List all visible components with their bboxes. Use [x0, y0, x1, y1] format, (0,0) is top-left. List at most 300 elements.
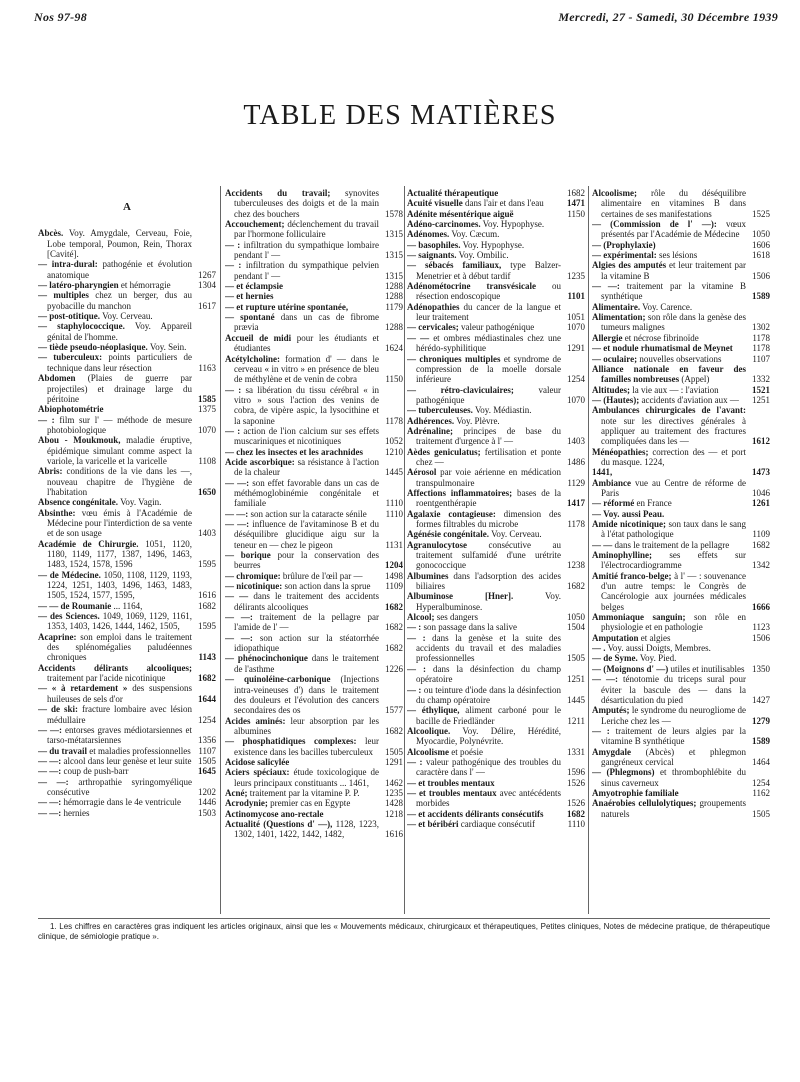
entry-detail: infiltration du sympathique lombaire pendant l' —: [234, 239, 380, 261]
index-entry: [407, 209, 585, 219]
entry-page-number: 1050: [567, 612, 585, 623]
entry-detail: cardiaque consécutif: [460, 818, 535, 829]
entry-page-number: 1178: [752, 332, 770, 343]
index-entry: [38, 259, 216, 280]
index-entry: [592, 788, 770, 798]
index-entry: [225, 819, 403, 840]
entry-term: — —:: [592, 674, 618, 685]
entry-page-number: 1315: [385, 229, 403, 240]
entry-detail: et poésie: [451, 746, 483, 757]
entry-detail: et nécrose fibrinoïde: [624, 332, 699, 343]
entry-page-number: 1503: [198, 807, 216, 818]
entry-page-number: 1150: [567, 208, 585, 219]
entry-term: Abou - Moukmouk,: [38, 435, 121, 446]
entry-term: — éthylique,: [407, 705, 460, 716]
index-entry: [225, 612, 403, 633]
entry-detail: traitement par la vitamine B synthétique: [601, 281, 747, 302]
entry-page-number: 1606: [752, 239, 770, 250]
entry-term: Aèdes geniculatus;: [407, 446, 481, 457]
entry-term: Amputés;: [592, 705, 630, 716]
entry-page-number: 1505: [567, 653, 585, 664]
entry-term: Acné;: [225, 787, 248, 798]
index-entry: [592, 219, 770, 240]
entry-page-number: 1464: [752, 756, 770, 767]
entry-page-number: 1504: [567, 622, 585, 633]
index-entry: [407, 385, 585, 406]
index-entry: [407, 809, 585, 819]
entry-page-number: 1178: [752, 343, 770, 354]
entry-term: Acidose salicylée: [225, 756, 290, 767]
index-entry: [225, 312, 403, 333]
entry-detail: fertilisation et ponte chez —: [416, 446, 562, 467]
index-entry: [38, 756, 216, 766]
entry-term: — chez les insectes et les arachnides: [225, 446, 363, 457]
entry-detail: ses effets sur l'électrocardiogramme: [601, 550, 746, 571]
entry-term: Agalaxie contagieuse:: [407, 508, 496, 519]
entry-page-number: 1107: [198, 745, 216, 756]
index-entry: [592, 767, 770, 788]
entry-page-number: 1226: [385, 663, 403, 674]
index-entry: [225, 447, 403, 457]
index-entry: [592, 240, 770, 250]
entry-detail: nouvelles observations: [639, 353, 722, 364]
entry-page-number: 1052: [385, 436, 403, 447]
entry-term: — multiples: [38, 290, 89, 301]
entry-detail: (Abcès) et phlegmon gangréneux cervical: [601, 746, 746, 767]
entry-detail: par voie aérienne en médication transpulmonaire: [416, 467, 561, 488]
entry-page-number: 1304: [198, 280, 216, 291]
entry-detail: Voy. Plèvre.: [456, 415, 500, 426]
entry-detail: film sur l' — méthode de mesure photobiologique: [47, 414, 192, 435]
index-entry: [592, 664, 770, 674]
footnote-rule: [38, 918, 770, 919]
entry-term: — et nodule rhumatismal de Meynet: [592, 343, 733, 354]
entry-detail: (Appel): [681, 374, 710, 385]
entry-detail: et thrombophlébite du sinus caverneux: [601, 767, 747, 788]
index-entry: [592, 364, 770, 385]
index-entry: [38, 611, 216, 632]
entry-page-number: 1291: [385, 756, 403, 767]
index-entry: [38, 808, 216, 818]
entry-detail: brûlure de l'œil par —: [282, 570, 363, 581]
entry-detail: arthropathie syringomyélique consécutive: [47, 776, 192, 797]
entry-page-number: 1331: [567, 746, 585, 757]
entry-detail: traitement par l'acide nicotinique: [47, 673, 166, 684]
index-entry: [592, 540, 770, 550]
entry-term: Adénomes.: [407, 229, 450, 240]
entry-detail: Voy. Amygdale, Cerveau, Foie, Lobe temporal, Poumon, Rein, Thorax [Cavité].: [47, 228, 193, 260]
index-entry: [592, 395, 770, 405]
entry-detail: Voy. Appareil génital de l'homme.: [47, 321, 192, 342]
entry-page-number: 1521: [752, 384, 770, 395]
index-entry: [592, 674, 770, 705]
entry-term: — —: [225, 591, 249, 602]
entry-term: Alimentaire.: [592, 301, 641, 312]
entry-detail: fracture lombaire avec lésion médullaire: [47, 704, 193, 725]
entry-term: Adénométocrine transvésicale: [407, 281, 536, 292]
entry-page-number: 1506: [752, 270, 770, 281]
index-entry: [38, 570, 216, 601]
index-entry: [225, 457, 403, 478]
entry-term: — —:: [38, 807, 62, 818]
entry-page-number: 1650: [198, 486, 216, 497]
entry-page-number: 1471: [567, 198, 585, 209]
entry-term: Albuminose [Hner].: [407, 591, 514, 602]
index-entry: [38, 352, 216, 373]
entry-page-number: 1291: [567, 343, 585, 354]
entry-term: Accouchement;: [225, 219, 285, 230]
entry-detail: son rôle dans la genèse des tumeurs malignes: [601, 312, 746, 333]
index-entry: [225, 519, 403, 550]
entry-term: — du travail: [38, 745, 88, 756]
index-entry: [225, 674, 403, 715]
entry-page-number: 1123: [752, 622, 770, 633]
index-entry: [38, 321, 216, 342]
index-entry: [225, 219, 403, 240]
index-entry: [407, 819, 585, 829]
entry-term: Albumines: [407, 570, 449, 581]
entry-detail: sa résistance à l'action de la chaleur: [234, 456, 379, 478]
entry-term: Alcoolisme: [407, 746, 449, 757]
index-entry: [225, 798, 403, 808]
index-entry: [407, 664, 585, 685]
entry-detail: Voy. Carence.: [642, 301, 693, 312]
entry-detail: Voy. Cæcum.: [451, 229, 500, 240]
entry-term: — latéro-pharyngien: [38, 280, 119, 291]
entry-term: — :: [38, 414, 55, 425]
entry-page-number: 1179: [385, 301, 403, 312]
index-entry: [407, 302, 585, 323]
entry-detail: synovites tuberculeuses des doigts et de la main chez des bouchers: [234, 188, 380, 219]
entry-page-number: 1162: [752, 787, 770, 798]
entry-page-number: 1445: [385, 467, 403, 478]
entry-page-number: 1595: [198, 621, 216, 632]
entry-term: Agranulocytose: [407, 539, 467, 550]
entry-detail: à l' — : souvenance d'un autre temps: le Congrès de Cancérologie aux journées médicales belges: [601, 570, 746, 612]
entry-term: Ambiance: [592, 477, 631, 488]
entry-detail: 1049, 1069, 1129, 1161, 1353, 1403, 1426, 1444, 1462, 1505,: [47, 611, 192, 632]
entry-detail: valeur pathogénique: [460, 322, 535, 333]
index-entry: [38, 683, 216, 704]
entry-detail: alcool dans leur genèse et leur suite: [63, 755, 192, 766]
entry-detail: traitement de leurs algies par la vitamine B synthétique: [601, 725, 747, 747]
entry-term: Acides aminés:: [225, 715, 286, 726]
entry-page-number: 1279: [752, 715, 770, 726]
entry-page-number: 1682: [752, 539, 770, 550]
index-entry: [38, 746, 216, 756]
entry-page-number: 1251: [752, 394, 770, 405]
entry-term: Abiophotométrie: [38, 404, 104, 415]
entry-page-number: 1235: [385, 787, 403, 798]
entry-detail: pour la conservation des beurres: [234, 550, 379, 571]
entry-page-number: 1505: [752, 808, 770, 819]
entry-detail: dans la désinfection du champ opératoire: [416, 663, 562, 685]
entry-term: — expérimental:: [592, 250, 657, 261]
entry-term: Affections inflammatoires;: [407, 487, 513, 498]
entry-term: Adénopathies: [407, 301, 460, 312]
entry-page-number: 1589: [752, 291, 770, 302]
entry-detail: Voy. aussi Doigts, Membres.: [607, 643, 711, 654]
entry-detail: 1050, 1108, 1129, 1193, 1224, 1251, 1403, 1496, 1463, 1483, 1505, 1524, 1577, 1595,: [47, 569, 193, 601]
index-entry: [407, 229, 585, 239]
index-entry: [407, 633, 585, 664]
entry-detail: dans le traitement de la pellagre: [614, 539, 730, 550]
index-entry: [225, 809, 403, 819]
entry-detail: ou teinture d'iode dans la désinfection du champ opératoire: [416, 684, 562, 705]
index-entry: [38, 508, 216, 539]
entry-page-number: 1302: [752, 322, 770, 333]
entry-term: — —:: [38, 766, 62, 777]
index-entry: [225, 478, 403, 509]
entry-term: Absinthe:: [38, 507, 76, 518]
index-entry: [592, 188, 770, 219]
index-entry: [407, 467, 585, 488]
entry-term: Alcoolique.: [407, 725, 451, 736]
entry-page-number: 1682: [198, 673, 216, 684]
entry-detail: type Balzer-Menetrier et à début tardif: [416, 260, 562, 281]
entry-term: Accidents délirants alcooliques;: [38, 662, 192, 673]
section-letter: A: [123, 201, 131, 213]
column-divider: [220, 186, 221, 914]
entry-page-number: 1046: [752, 487, 770, 498]
index-column-2: [225, 188, 403, 914]
index-entry: [225, 426, 403, 447]
entry-page-number: 1666: [752, 601, 770, 612]
entry-term: — phénocinchonique: [225, 653, 308, 664]
index-entry: [592, 633, 770, 643]
entry-term: — .: [592, 643, 606, 654]
entry-detail: leur absorption par les albumines: [234, 715, 380, 736]
entry-term: — —:: [225, 612, 253, 623]
entry-term: — de Syme.: [592, 653, 638, 664]
index-entry: [407, 788, 585, 809]
entry-term: — intra-dural:: [38, 259, 98, 270]
index-entry: [38, 415, 216, 436]
entry-term: Abris:: [38, 466, 63, 477]
index-entry: [225, 716, 403, 737]
entry-term: — (Phlegmons): [592, 767, 655, 778]
column-divider: [588, 186, 589, 914]
entry-page-number: 1070: [567, 322, 585, 333]
index-entry: [38, 280, 216, 290]
entry-page-number: 1070: [567, 394, 585, 405]
entry-detail: ... 1164,: [113, 600, 143, 611]
entry-term: Ambulances chirurgicales de l'avant:: [592, 405, 746, 416]
entry-term: — chroniques multiples: [407, 353, 501, 364]
index-entry: [592, 385, 770, 395]
index-entry: [407, 354, 585, 385]
entry-page-number: 1617: [198, 300, 216, 311]
entry-detail: consécutive au traitement sulfamidé d'une urétrite gonococcique: [416, 539, 561, 571]
entry-page-number: 1332: [752, 374, 770, 385]
entry-term: Adénite mésentérique aiguë: [407, 208, 514, 219]
entry-detail: son action sur la stéatorrhée idiopathique: [234, 632, 379, 654]
index-entry: [38, 704, 216, 725]
entry-page-number: 1682: [567, 188, 585, 198]
index-entry: [592, 447, 770, 468]
entry-detail: et hémorragie: [120, 280, 171, 291]
entry-detail: Voy. Cerveau.: [491, 529, 542, 540]
entry-page-number: 1143: [198, 652, 216, 663]
index-entry: [38, 725, 216, 746]
entry-detail: Voy. Hyperalbuminose.: [416, 591, 562, 612]
entry-term: — spontané: [225, 312, 275, 323]
index-entry: [225, 509, 403, 519]
index-entry: [38, 766, 216, 776]
entry-detail: vœux présentés par l'Académie de Médecine: [601, 219, 747, 240]
index-entry: [407, 250, 585, 260]
entry-detail: coup de push-barr: [63, 766, 129, 777]
index-entry: [38, 290, 216, 311]
index-entry: [407, 188, 585, 198]
index-entry: [225, 767, 403, 788]
entry-page-number: 1462: [385, 777, 403, 788]
entry-term: — :: [407, 622, 422, 633]
entry-term: Accueil de midi: [225, 332, 292, 343]
index-entry: [407, 705, 585, 726]
index-entry: [225, 354, 403, 385]
entry-detail: dans l'air et dans l'eau: [465, 198, 544, 209]
entry-term: — —: [407, 332, 430, 343]
entry-term: — (Commission de l' —):: [592, 219, 717, 230]
entry-detail: et maladies professionnelles: [89, 745, 191, 756]
entry-detail: vœu émis à l'Académie de Médecine pour l'interdiction de sa vente et de son usage: [47, 507, 193, 539]
entry-term: — :: [407, 663, 427, 674]
entry-detail: 1051, 1120, 1180, 1149, 1177, 1387, 1496, 1463, 1483, 1524, 1578, 1596: [47, 538, 193, 570]
entry-term: — —:: [225, 477, 250, 488]
entry-term: — —:: [225, 508, 249, 519]
entry-term: Abcès.: [38, 228, 64, 239]
entry-detail: aliment carboné pour le bacille de Friedländer: [416, 705, 562, 726]
entry-page-number: 1108: [198, 455, 216, 466]
entry-detail: action de l'ion calcium sur ses effets muscariniques et nicotiniques: [234, 425, 380, 447]
entry-page-number: 1645: [198, 766, 216, 777]
entry-detail: Voy. Vagin.: [120, 497, 162, 508]
entry-page-number: 1178: [385, 415, 403, 426]
entry-term: — (Moignons d' —): [592, 663, 669, 674]
entry-page-number: 1261: [752, 498, 770, 509]
entry-page-number: 1109: [385, 581, 403, 592]
entry-detail: et syndrome de compression de la moelle dorsale inférieure: [416, 353, 562, 385]
index-entry: [225, 281, 403, 291]
index-entry: [38, 311, 216, 321]
entry-page-number: 1682: [567, 581, 585, 592]
entry-page-number: 1202: [198, 786, 216, 797]
entry-term: — réformé: [592, 498, 635, 509]
index-entry: [225, 653, 403, 674]
entry-page-number: 1218: [385, 808, 403, 819]
index-entry: [592, 302, 770, 312]
entry-term: Agénésie congénitale.: [407, 529, 489, 540]
entry-term: — —:: [225, 632, 253, 643]
entry-page-number: 1254: [198, 714, 216, 725]
entry-page-number: 1210: [385, 446, 403, 457]
entry-term: Acétylcholine:: [225, 353, 280, 364]
index-entry: [407, 281, 585, 302]
entry-page-number: 1101: [567, 291, 585, 302]
entry-detail: valeur pathogénique: [416, 384, 562, 405]
entry-term: Abdomen: [38, 373, 76, 384]
entry-term: Allergie: [592, 332, 623, 343]
index-entry: [225, 571, 403, 581]
entry-term: — et rupture utérine spontanée,: [225, 301, 349, 312]
entry-detail: pour les étudiants et étudiantes: [234, 332, 380, 354]
entry-page-number: 1110: [567, 818, 585, 829]
index-entry: [407, 612, 585, 622]
entry-detail: influence de l'avitaminose B et du déséquilibre glucidique aigu sur la teneur en — chez le pigeon: [234, 519, 380, 550]
index-entry: [592, 509, 770, 519]
entry-detail: sa libération du tissu cérébral « in vitro » sous l'action des venins de cobra, de vipère aspic, la lysocithine et la saponine: [234, 384, 380, 426]
entry-detail: correction des — et port du masque. 1224,: [601, 446, 747, 467]
entry-detail: et leur traitement par la vitamine B: [601, 260, 747, 281]
index-entry: [407, 685, 585, 706]
entry-detail: hémorragie dans le 4e ventricule: [63, 797, 181, 808]
entry-page-number: 1644: [198, 693, 216, 704]
entry-term: Acrodynie;: [225, 798, 268, 809]
entry-page-number: 1254: [752, 777, 770, 788]
entry-term: Aérosol: [407, 467, 437, 478]
index-column-1: [38, 188, 216, 914]
entry-detail: premier cas en Egypte: [270, 798, 351, 809]
entry-term: — —:: [592, 281, 620, 292]
index-entry: [592, 281, 770, 302]
entry-term: — (Hautes);: [592, 394, 640, 405]
index-entry: [592, 519, 770, 540]
index-entry: [38, 404, 216, 414]
entry-page-number: 1131: [385, 539, 403, 550]
entry-term: Alcoolisme;: [592, 188, 637, 198]
index-entry: [38, 373, 216, 404]
entry-term: — :: [407, 756, 423, 767]
entry-term: — tuberculeuses.: [407, 405, 473, 416]
entry-page-number: 1417: [567, 498, 585, 509]
index-entry: [407, 260, 585, 281]
index-entry: [592, 333, 770, 343]
index-entry: [225, 260, 403, 281]
entry-term: — tuberculeux:: [38, 352, 103, 363]
entry-detail: dans le traitement des accidents délirants alcooliques: [234, 591, 379, 612]
column-divider: [404, 186, 405, 914]
index-entry: [407, 447, 585, 468]
index-entry: [407, 198, 585, 208]
entry-term: — saignants.: [407, 250, 457, 261]
index-entry: [38, 435, 216, 466]
entry-term: — post-otitique.: [38, 311, 101, 322]
entry-detail: dans l'adsorption des acides biliaires: [416, 570, 561, 592]
entry-detail: hernies: [63, 807, 90, 818]
index-entry: [38, 466, 216, 497]
entry-term: Alliance nationale en faveur des familles nombreuses: [592, 363, 746, 385]
entry-term: Amygdale: [592, 746, 631, 757]
entry-term: — phosphatidiques complexes:: [225, 736, 357, 747]
page-title: TABLE DES MATIÈRES: [243, 100, 557, 131]
entry-page-number: 1486: [567, 456, 585, 467]
entry-term: Actualité (Questions d' —),: [225, 818, 333, 829]
index-entry: [38, 663, 216, 684]
issue-number: Nos 97-98: [34, 10, 88, 24]
entry-term: — :: [225, 384, 242, 395]
entry-term: Absence congénitale.: [38, 497, 118, 508]
entry-term: — :: [592, 725, 610, 736]
entry-page-number: 1682: [385, 601, 403, 612]
entry-term: Acuité visuelle: [407, 198, 463, 209]
index-entry: [38, 497, 216, 507]
index-entry: [225, 302, 403, 312]
entry-detail: dans le traitement de l'asthme: [234, 653, 379, 674]
entry-detail: son rôle en physiologie et en pathologie: [601, 612, 746, 633]
entry-detail: déclenchement du travail par l'hormone folliculaire: [234, 219, 379, 240]
entry-term: — oculaire;: [592, 353, 638, 364]
